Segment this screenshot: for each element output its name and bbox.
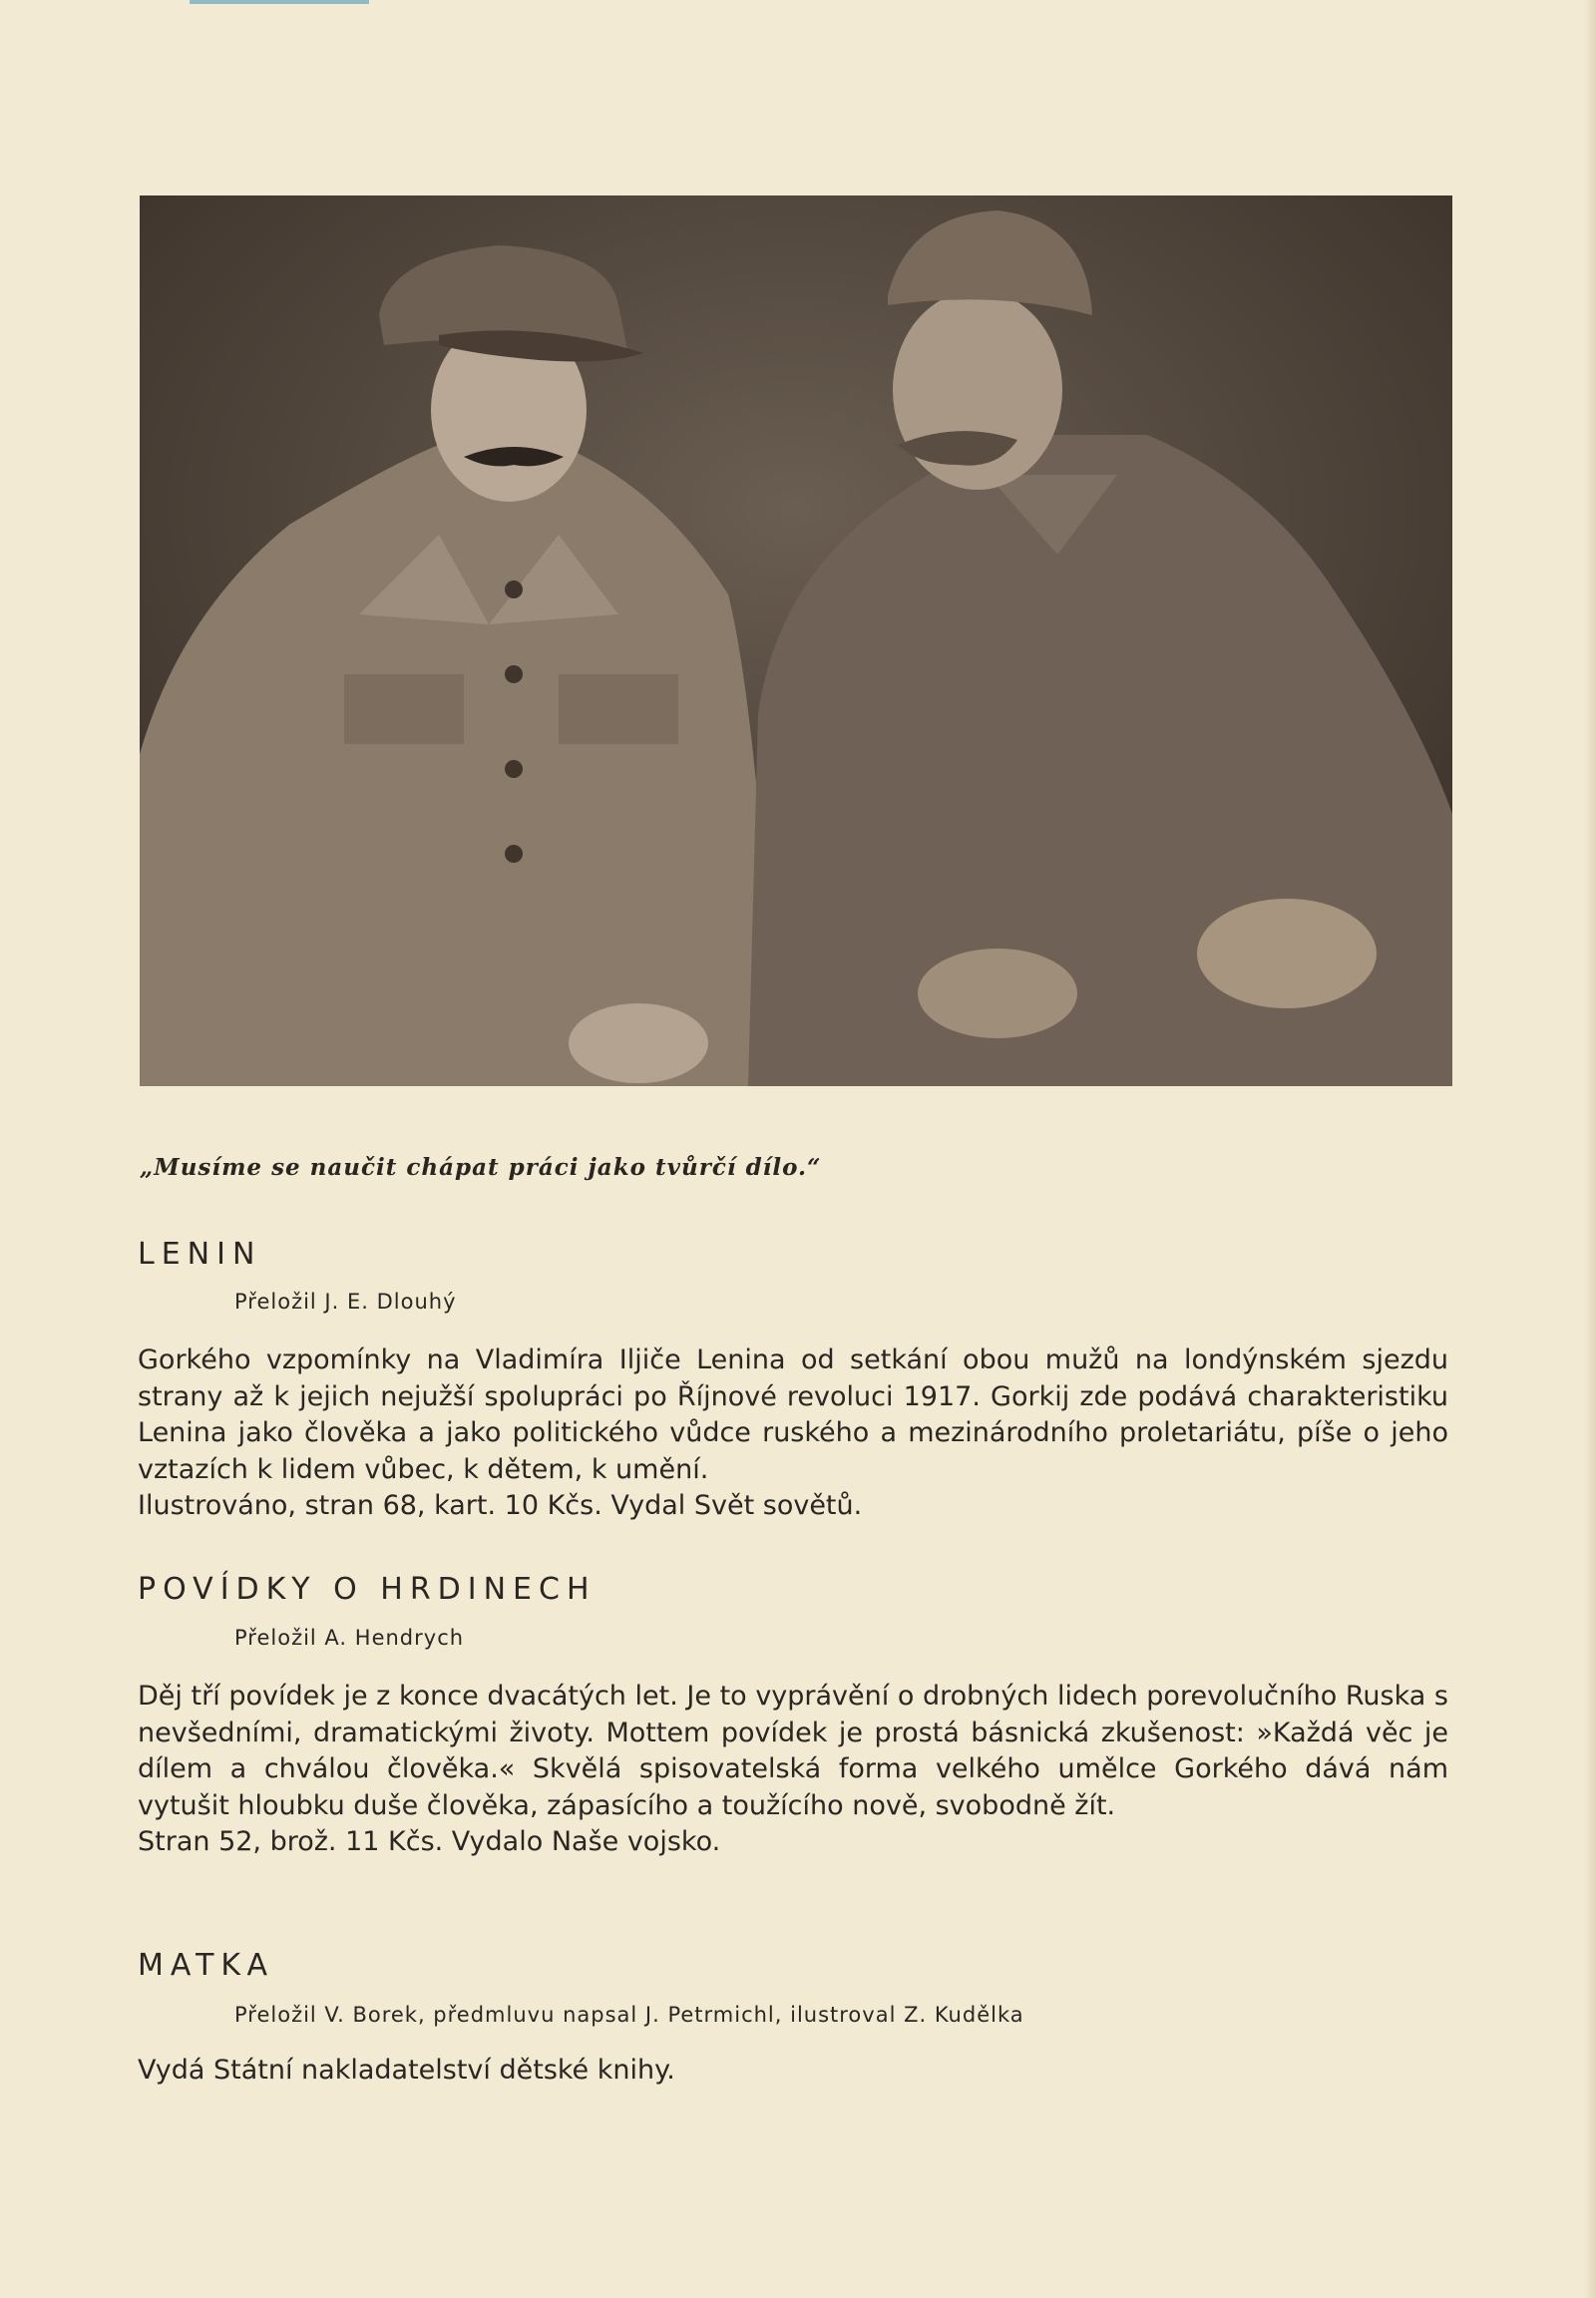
book-description-matka (138, 2053, 1448, 2090)
page-edge-top (190, 0, 369, 4)
section-title-lenin: LENIN (138, 1237, 262, 1272)
description-text: Vydá Státní nakladatelství dětské knihy. (138, 2055, 675, 2086)
translator-lenin: Přeložil J. E. Dlouhý (234, 1290, 457, 1314)
section-title-matka: MATKA (138, 1948, 275, 1983)
publication-info: Stran 52, brož. 11 Kčs. Vydalo Naše vojsko. (138, 1826, 721, 1857)
translator-matka: Přeložil V. Borek, předmluvu napsal J. Petrmichl, ilustroval Z. Kudělka (234, 2003, 1024, 2027)
description-text: Děj tří povídek je z konce dvacátých let. Je to vyprávění o drobných lidech porevolučního Ruska s nevšedními, dramatickými životy. Mottem povídek je prostá básnická zkušenost: »Každá věc je dílem a chválou člověka.« Skvělá spisovatelská forma velkého umělce Gorkého dává nám vytušit hloubku duše člověka, zápasícího a toužícího nově, svobodně žít. (138, 1681, 1448, 1821)
page-edge-right (1584, 0, 1596, 2298)
section-title-povidky: POVÍDKY O HRDINECH (138, 1572, 597, 1607)
publication-info: Ilustrováno, stran 68, kart. 10 Kčs. Vydal Svět sovětů. (138, 1490, 863, 1521)
portrait-photo-icon (140, 195, 1452, 1086)
book-description-lenin (138, 1342, 1448, 1525)
description-text: Gorkého vzpomínky na Vladimíra Iljiče Lenina od setkání obou mužů na londýnském sjezdu strany až k jejich nejužší spolupráci po Říjnové revoluci 1917. Gorkij zde podává charakteristiku Lenina jako člověka a jako politického vůdce ruského a mezinárodního proletariátu, píše o jeho vztazích k lidem vůbec, k dětem, k umění. (138, 1344, 1448, 1485)
book-description-povidky (138, 1679, 1448, 1861)
historical-photo (140, 195, 1452, 1086)
photo-caption: „Musíme se naučit chápat práci jako tvůrčí dílo.“ (140, 1154, 822, 1181)
translator-povidky: Přeložil A. Hendrych (234, 1626, 465, 1650)
